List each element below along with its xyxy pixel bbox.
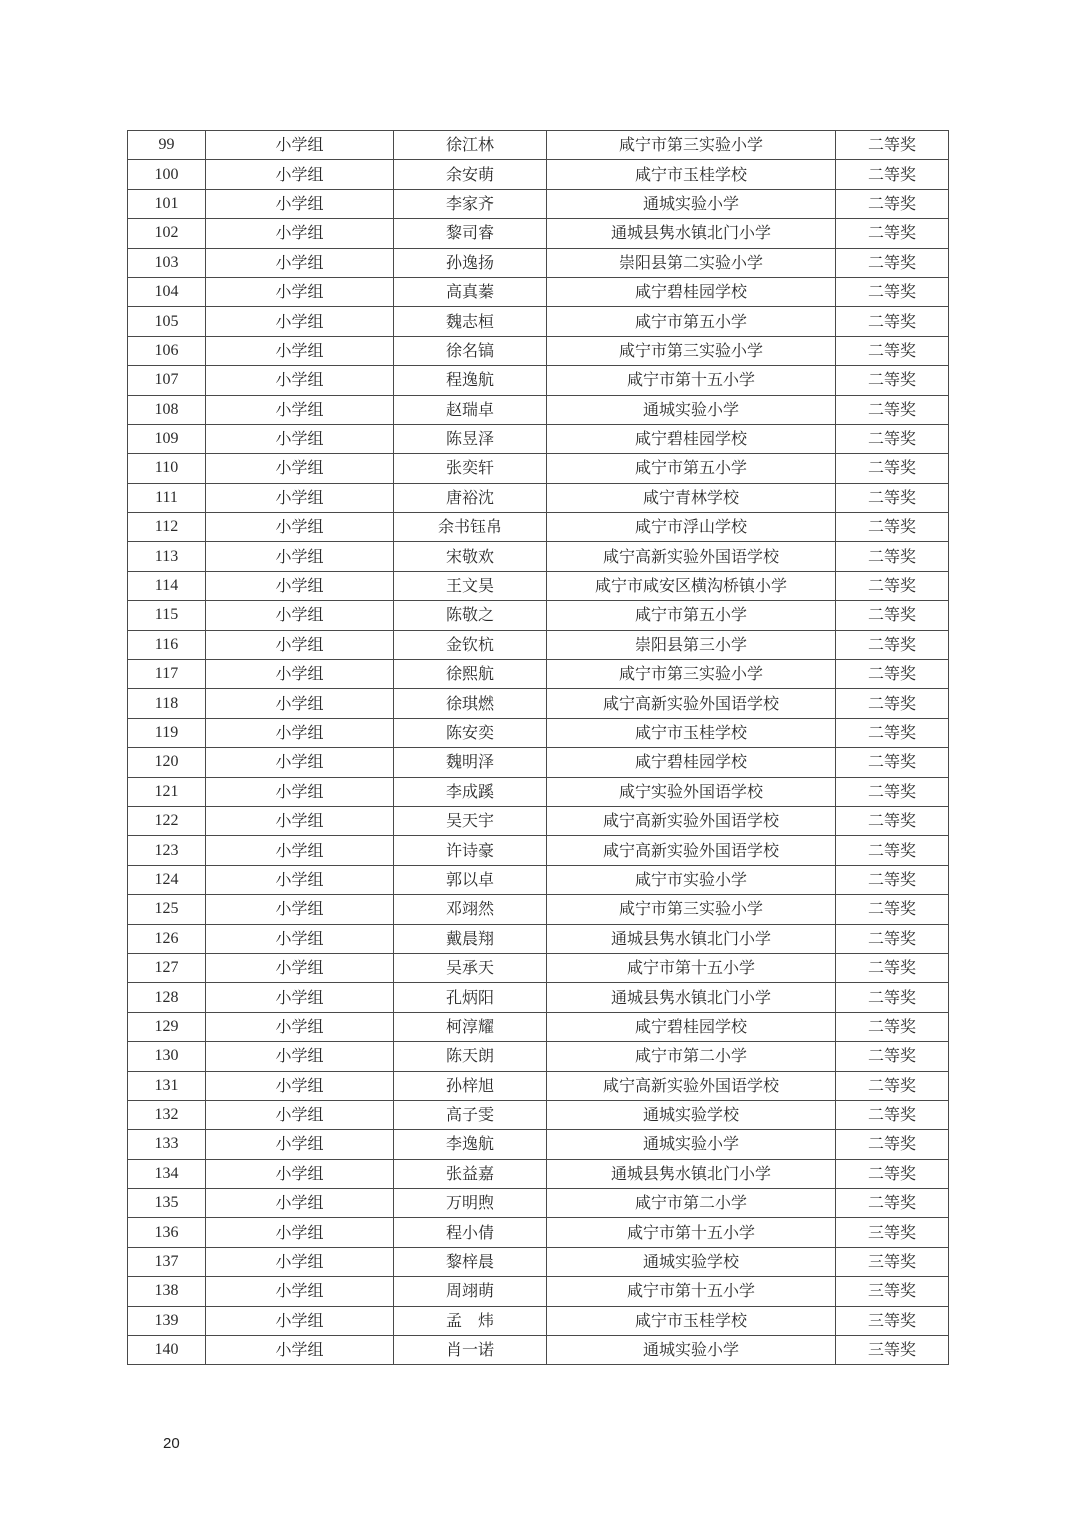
cell-award: 二等奖 (836, 189, 949, 218)
cell-name: 余安萌 (394, 160, 547, 189)
cell-award: 三等奖 (836, 1336, 949, 1365)
cell-number: 133 (128, 1130, 206, 1159)
cell-name: 孙梓旭 (394, 1071, 547, 1100)
cell-group: 小学组 (206, 1336, 394, 1365)
cell-number: 102 (128, 219, 206, 248)
cell-group: 小学组 (206, 571, 394, 600)
cell-award: 二等奖 (836, 424, 949, 453)
cell-school: 咸宁高新实验外国语学校 (547, 836, 836, 865)
cell-name: 孟 炜 (394, 1306, 547, 1335)
cell-name: 吴承天 (394, 953, 547, 982)
cell-award: 二等奖 (836, 571, 949, 600)
cell-name: 黎梓晨 (394, 1247, 547, 1276)
cell-award: 二等奖 (836, 307, 949, 336)
cell-name: 肖一诺 (394, 1336, 547, 1365)
table-row (128, 1336, 949, 1365)
table-row (128, 424, 949, 453)
cell-name: 徐琪燃 (394, 689, 547, 718)
cell-award: 二等奖 (836, 660, 949, 689)
cell-name: 陈昱泽 (394, 424, 547, 453)
cell-name: 徐名镐 (394, 336, 547, 365)
table-row (128, 248, 949, 277)
cell-number: 140 (128, 1336, 206, 1365)
cell-award: 二等奖 (836, 160, 949, 189)
cell-number: 108 (128, 395, 206, 424)
cell-group: 小学组 (206, 1247, 394, 1276)
cell-award: 二等奖 (836, 689, 949, 718)
table-row (128, 366, 949, 395)
cell-school: 咸宁碧桂园学校 (547, 748, 836, 777)
cell-number: 126 (128, 924, 206, 953)
cell-number: 113 (128, 542, 206, 571)
cell-number: 130 (128, 1042, 206, 1071)
cell-number: 137 (128, 1247, 206, 1276)
cell-award: 二等奖 (836, 601, 949, 630)
cell-group: 小学组 (206, 689, 394, 718)
cell-school: 咸宁市第五小学 (547, 307, 836, 336)
cell-name: 魏明泽 (394, 748, 547, 777)
cell-group: 小学组 (206, 1100, 394, 1129)
cell-group: 小学组 (206, 924, 394, 953)
cell-number: 111 (128, 483, 206, 512)
cell-name: 程小倩 (394, 1218, 547, 1247)
cell-school: 咸宁实验外国语学校 (547, 777, 836, 806)
cell-number: 110 (128, 454, 206, 483)
cell-name: 张益嘉 (394, 1159, 547, 1188)
cell-name: 李家齐 (394, 189, 547, 218)
cell-number: 109 (128, 424, 206, 453)
cell-award: 二等奖 (836, 924, 949, 953)
table-row (128, 513, 949, 542)
cell-group: 小学组 (206, 336, 394, 365)
cell-award: 二等奖 (836, 248, 949, 277)
cell-name: 孔炳阳 (394, 983, 547, 1012)
cell-school: 咸宁市浮山学校 (547, 513, 836, 542)
cell-number: 121 (128, 777, 206, 806)
cell-award: 二等奖 (836, 953, 949, 982)
awards-table-body (128, 131, 949, 1365)
cell-name: 陈安奕 (394, 718, 547, 747)
cell-group: 小学组 (206, 1189, 394, 1218)
cell-name: 黎司睿 (394, 219, 547, 248)
cell-group: 小学组 (206, 513, 394, 542)
cell-group: 小学组 (206, 160, 394, 189)
cell-group: 小学组 (206, 630, 394, 659)
cell-award: 二等奖 (836, 1130, 949, 1159)
cell-name: 赵瑞卓 (394, 395, 547, 424)
cell-school: 咸宁市咸安区横沟桥镇小学 (547, 571, 836, 600)
cell-number: 127 (128, 953, 206, 982)
cell-award: 三等奖 (836, 1277, 949, 1306)
cell-group: 小学组 (206, 189, 394, 218)
cell-group: 小学组 (206, 307, 394, 336)
cell-school: 通城县隽水镇北门小学 (547, 1159, 836, 1188)
page-number: 20 (163, 1435, 180, 1452)
table-row (128, 1012, 949, 1041)
cell-group: 小学组 (206, 1306, 394, 1335)
cell-award: 二等奖 (836, 895, 949, 924)
cell-group: 小学组 (206, 248, 394, 277)
cell-name: 程逸航 (394, 366, 547, 395)
cell-award: 二等奖 (836, 718, 949, 747)
cell-award: 二等奖 (836, 336, 949, 365)
table-row (128, 307, 949, 336)
cell-group: 小学组 (206, 865, 394, 894)
cell-school: 咸宁市玉桂学校 (547, 718, 836, 747)
cell-name: 高子雯 (394, 1100, 547, 1129)
cell-school: 咸宁市第二小学 (547, 1042, 836, 1071)
cell-group: 小学组 (206, 1277, 394, 1306)
cell-group: 小学组 (206, 483, 394, 512)
cell-number: 124 (128, 865, 206, 894)
cell-number: 120 (128, 748, 206, 777)
table-row (128, 1247, 949, 1276)
table-row (128, 865, 949, 894)
cell-school: 咸宁市第三实验小学 (547, 895, 836, 924)
cell-group: 小学组 (206, 219, 394, 248)
cell-award: 二等奖 (836, 513, 949, 542)
table-row (128, 160, 949, 189)
table-row (128, 806, 949, 835)
cell-group: 小学组 (206, 895, 394, 924)
cell-name: 李成蹊 (394, 777, 547, 806)
table-row (128, 953, 949, 982)
table-row (128, 748, 949, 777)
table-row (128, 1100, 949, 1129)
cell-group: 小学组 (206, 366, 394, 395)
table-row (128, 1071, 949, 1100)
cell-award: 二等奖 (836, 219, 949, 248)
cell-number: 128 (128, 983, 206, 1012)
cell-number: 129 (128, 1012, 206, 1041)
cell-award: 二等奖 (836, 1071, 949, 1100)
cell-school: 通城县隽水镇北门小学 (547, 924, 836, 953)
table-row (128, 1218, 949, 1247)
table-row (128, 454, 949, 483)
cell-name: 万明煦 (394, 1189, 547, 1218)
cell-group: 小学组 (206, 748, 394, 777)
cell-number: 116 (128, 630, 206, 659)
cell-number: 135 (128, 1189, 206, 1218)
table-row (128, 983, 949, 1012)
cell-school: 咸宁市第五小学 (547, 601, 836, 630)
table-row (128, 718, 949, 747)
cell-award: 二等奖 (836, 777, 949, 806)
cell-group: 小学组 (206, 601, 394, 630)
cell-award: 二等奖 (836, 395, 949, 424)
cell-school: 咸宁青林学校 (547, 483, 836, 512)
table-row (128, 1159, 949, 1188)
cell-school: 咸宁市第十五小学 (547, 1218, 836, 1247)
cell-group: 小学组 (206, 806, 394, 835)
table-row (128, 630, 949, 659)
table-row (128, 689, 949, 718)
cell-group: 小学组 (206, 1042, 394, 1071)
table-row (128, 483, 949, 512)
cell-group: 小学组 (206, 1071, 394, 1100)
cell-number: 131 (128, 1071, 206, 1100)
cell-award: 二等奖 (836, 277, 949, 306)
cell-number: 100 (128, 160, 206, 189)
cell-number: 115 (128, 601, 206, 630)
cell-school: 通城实验学校 (547, 1247, 836, 1276)
table-row (128, 895, 949, 924)
cell-school: 通城实验小学 (547, 1130, 836, 1159)
cell-name: 陈敬之 (394, 601, 547, 630)
cell-award: 二等奖 (836, 1012, 949, 1041)
table-row (128, 836, 949, 865)
awards-table (127, 130, 949, 1365)
cell-name: 李逸航 (394, 1130, 547, 1159)
table-row (128, 601, 949, 630)
cell-award: 二等奖 (836, 1042, 949, 1071)
cell-group: 小学组 (206, 953, 394, 982)
cell-group: 小学组 (206, 131, 394, 160)
cell-name: 魏志桓 (394, 307, 547, 336)
cell-group: 小学组 (206, 1130, 394, 1159)
table-row (128, 395, 949, 424)
cell-award: 二等奖 (836, 542, 949, 571)
cell-award: 二等奖 (836, 806, 949, 835)
cell-group: 小学组 (206, 1012, 394, 1041)
cell-group: 小学组 (206, 277, 394, 306)
cell-school: 咸宁高新实验外国语学校 (547, 542, 836, 571)
cell-award: 二等奖 (836, 483, 949, 512)
cell-name: 许诗豪 (394, 836, 547, 865)
cell-award: 二等奖 (836, 366, 949, 395)
cell-school: 咸宁碧桂园学校 (547, 1012, 836, 1041)
table-row (128, 542, 949, 571)
cell-number: 134 (128, 1159, 206, 1188)
cell-number: 105 (128, 307, 206, 336)
cell-group: 小学组 (206, 542, 394, 571)
cell-school: 咸宁高新实验外国语学校 (547, 806, 836, 835)
cell-group: 小学组 (206, 424, 394, 453)
cell-name: 陈天朗 (394, 1042, 547, 1071)
cell-group: 小学组 (206, 660, 394, 689)
cell-name: 徐江林 (394, 131, 547, 160)
cell-name: 金钦杭 (394, 630, 547, 659)
cell-school: 通城实验小学 (547, 1336, 836, 1365)
cell-name: 王文昊 (394, 571, 547, 600)
cell-name: 柯淳耀 (394, 1012, 547, 1041)
cell-name: 郭以卓 (394, 865, 547, 894)
table-row (128, 1130, 949, 1159)
cell-number: 125 (128, 895, 206, 924)
cell-number: 122 (128, 806, 206, 835)
cell-number: 103 (128, 248, 206, 277)
cell-school: 通城实验学校 (547, 1100, 836, 1129)
cell-school: 通城实验小学 (547, 189, 836, 218)
cell-group: 小学组 (206, 718, 394, 747)
cell-school: 咸宁市第三实验小学 (547, 131, 836, 160)
cell-number: 132 (128, 1100, 206, 1129)
cell-group: 小学组 (206, 1159, 394, 1188)
cell-name: 孙逸扬 (394, 248, 547, 277)
cell-name: 唐裕沈 (394, 483, 547, 512)
cell-name: 周翊萌 (394, 1277, 547, 1306)
cell-school: 咸宁市玉桂学校 (547, 160, 836, 189)
cell-award: 二等奖 (836, 1159, 949, 1188)
cell-school: 咸宁高新实验外国语学校 (547, 1071, 836, 1100)
cell-award: 二等奖 (836, 983, 949, 1012)
cell-number: 106 (128, 336, 206, 365)
cell-number: 123 (128, 836, 206, 865)
cell-number: 119 (128, 718, 206, 747)
table-row (128, 189, 949, 218)
cell-group: 小学组 (206, 983, 394, 1012)
cell-school: 崇阳县第二实验小学 (547, 248, 836, 277)
cell-number: 104 (128, 277, 206, 306)
cell-name: 徐熙航 (394, 660, 547, 689)
cell-school: 通城县隽水镇北门小学 (547, 219, 836, 248)
cell-school: 咸宁市第十五小学 (547, 953, 836, 982)
cell-number: 114 (128, 571, 206, 600)
table-row (128, 1042, 949, 1071)
table-row (128, 219, 949, 248)
table-row (128, 1277, 949, 1306)
cell-school: 通城县隽水镇北门小学 (547, 983, 836, 1012)
cell-name: 宋敬欢 (394, 542, 547, 571)
cell-name: 吴天宇 (394, 806, 547, 835)
table-row (128, 777, 949, 806)
cell-number: 136 (128, 1218, 206, 1247)
table-row (128, 131, 949, 160)
cell-number: 107 (128, 366, 206, 395)
cell-number: 101 (128, 189, 206, 218)
cell-group: 小学组 (206, 777, 394, 806)
cell-name: 高真蓁 (394, 277, 547, 306)
cell-award: 二等奖 (836, 865, 949, 894)
cell-name: 张奕轩 (394, 454, 547, 483)
cell-school: 咸宁市第二小学 (547, 1189, 836, 1218)
cell-number: 138 (128, 1277, 206, 1306)
cell-award: 三等奖 (836, 1247, 949, 1276)
table-row (128, 1189, 949, 1218)
cell-number: 118 (128, 689, 206, 718)
cell-school: 咸宁市第十五小学 (547, 366, 836, 395)
cell-name: 余书钰帛 (394, 513, 547, 542)
cell-school: 咸宁市玉桂学校 (547, 1306, 836, 1335)
cell-number: 99 (128, 131, 206, 160)
cell-school: 崇阳县第三小学 (547, 630, 836, 659)
cell-school: 咸宁碧桂园学校 (547, 424, 836, 453)
cell-group: 小学组 (206, 836, 394, 865)
cell-award: 三等奖 (836, 1218, 949, 1247)
table-row (128, 1306, 949, 1335)
cell-name: 戴晨翔 (394, 924, 547, 953)
cell-award: 三等奖 (836, 1306, 949, 1335)
cell-group: 小学组 (206, 454, 394, 483)
cell-school: 通城实验小学 (547, 395, 836, 424)
cell-group: 小学组 (206, 1218, 394, 1247)
cell-award: 二等奖 (836, 630, 949, 659)
table-row (128, 336, 949, 365)
cell-award: 二等奖 (836, 836, 949, 865)
cell-award: 二等奖 (836, 1189, 949, 1218)
table-row (128, 571, 949, 600)
cell-award: 二等奖 (836, 748, 949, 777)
cell-school: 咸宁高新实验外国语学校 (547, 689, 836, 718)
table-row (128, 277, 949, 306)
cell-school: 咸宁市实验小学 (547, 865, 836, 894)
cell-school: 咸宁碧桂园学校 (547, 277, 836, 306)
cell-number: 112 (128, 513, 206, 542)
cell-name: 邓翊然 (394, 895, 547, 924)
cell-number: 139 (128, 1306, 206, 1335)
cell-school: 咸宁市第五小学 (547, 454, 836, 483)
cell-school: 咸宁市第三实验小学 (547, 336, 836, 365)
table-row (128, 660, 949, 689)
cell-school: 咸宁市第十五小学 (547, 1277, 836, 1306)
cell-group: 小学组 (206, 395, 394, 424)
cell-number: 117 (128, 660, 206, 689)
table-row (128, 924, 949, 953)
cell-award: 二等奖 (836, 1100, 949, 1129)
cell-award: 二等奖 (836, 454, 949, 483)
cell-school: 咸宁市第三实验小学 (547, 660, 836, 689)
cell-award: 二等奖 (836, 131, 949, 160)
